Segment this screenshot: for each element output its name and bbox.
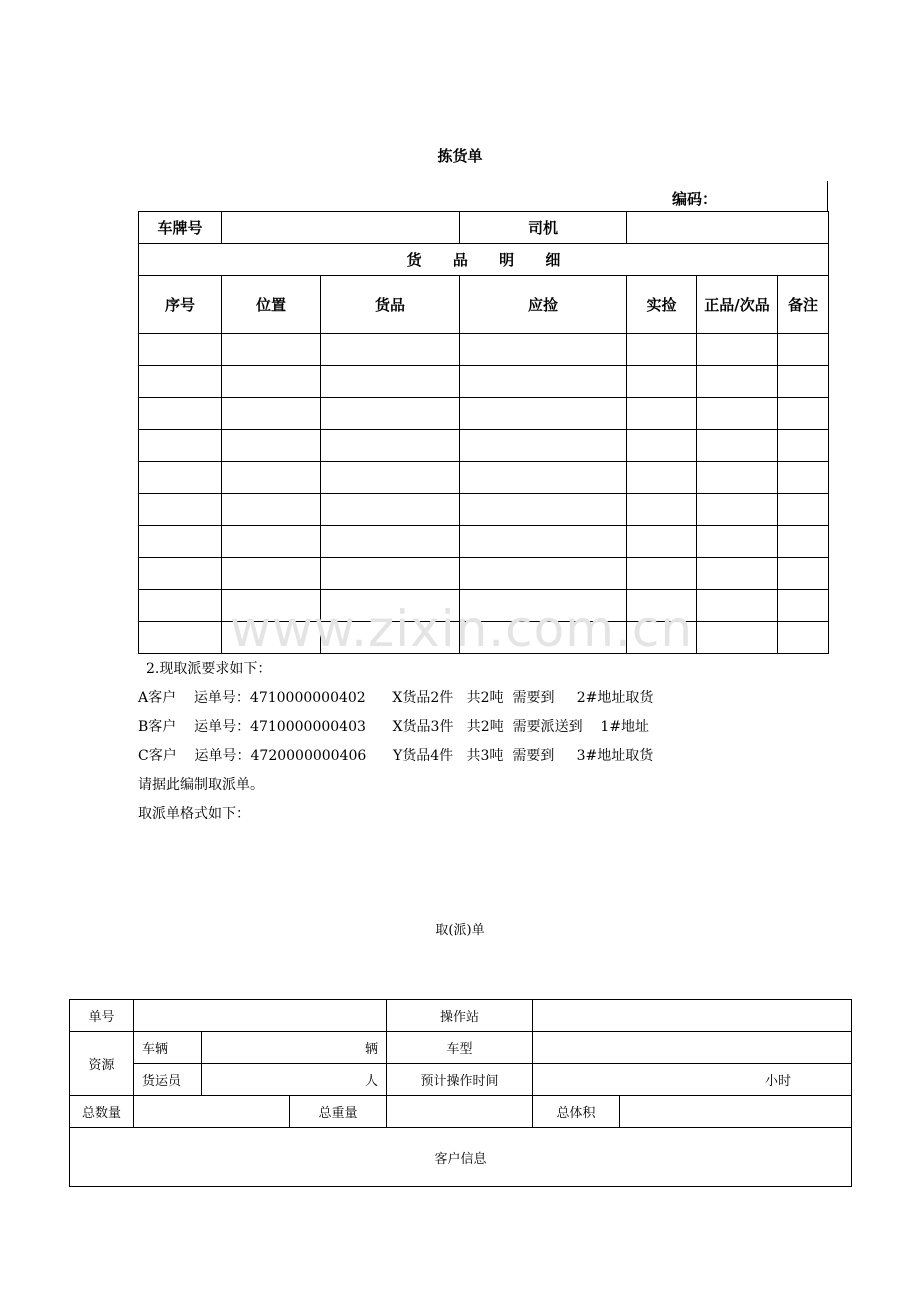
- cell[interactable]: [139, 526, 222, 558]
- cell[interactable]: [321, 622, 460, 654]
- customer-info-label: 客户信息: [70, 1128, 852, 1187]
- cell[interactable]: [222, 366, 321, 398]
- header-location: 位置: [222, 276, 321, 334]
- cell[interactable]: [627, 398, 697, 430]
- cell[interactable]: [321, 558, 460, 590]
- est-time-cell[interactable]: 小时: [533, 1064, 852, 1096]
- station-label: 操作站: [387, 1000, 533, 1032]
- pick-form-title: 拣货单: [437, 147, 483, 165]
- cell[interactable]: [139, 430, 222, 462]
- table-row: [139, 622, 829, 654]
- cell[interactable]: [222, 398, 321, 430]
- cell[interactable]: [778, 590, 829, 622]
- cell[interactable]: [321, 590, 460, 622]
- driver-cell[interactable]: [627, 212, 829, 244]
- est-time-label: 预计操作时间: [387, 1064, 533, 1096]
- cell[interactable]: [627, 494, 697, 526]
- section-title: [139, 244, 829, 276]
- header-goods: 货品: [321, 276, 460, 334]
- cell[interactable]: [222, 558, 321, 590]
- total-volume-label: 总体积: [533, 1096, 620, 1128]
- code-label: 编码：: [672, 190, 718, 208]
- cell[interactable]: [697, 590, 778, 622]
- cell[interactable]: [139, 558, 222, 590]
- cell[interactable]: [139, 590, 222, 622]
- requirements-intro: 2.现取派要求如下：: [146, 661, 272, 677]
- cell[interactable]: [460, 366, 627, 398]
- cell[interactable]: [222, 430, 321, 462]
- header-divider: [827, 181, 828, 212]
- resource-label: 资源: [70, 1032, 134, 1096]
- cell[interactable]: [460, 430, 627, 462]
- plate-label: 车牌号: [139, 212, 222, 244]
- cell[interactable]: [778, 366, 829, 398]
- cell[interactable]: [139, 462, 222, 494]
- cell[interactable]: [139, 366, 222, 398]
- order-no-cell[interactable]: [134, 1000, 387, 1032]
- cell[interactable]: [139, 334, 222, 366]
- cell[interactable]: [139, 398, 222, 430]
- table-row: [139, 494, 829, 526]
- dispatch-form-title: 取(派)单: [435, 923, 485, 938]
- cell[interactable]: [627, 334, 697, 366]
- cell[interactable]: [697, 398, 778, 430]
- courier-label: 货运员: [134, 1064, 202, 1096]
- vehicle-label: 车辆: [134, 1032, 202, 1064]
- cell[interactable]: [460, 334, 627, 366]
- dispatch-table: [69, 999, 852, 1187]
- cell[interactable]: [697, 526, 778, 558]
- plate-cell[interactable]: [222, 212, 460, 244]
- cell[interactable]: [627, 558, 697, 590]
- cell[interactable]: [222, 590, 321, 622]
- cell[interactable]: [222, 526, 321, 558]
- instruction-text: 请据此编制取派单。: [138, 777, 264, 793]
- cell[interactable]: [697, 430, 778, 462]
- cell[interactable]: [778, 462, 829, 494]
- vehicle-type-cell[interactable]: [533, 1032, 852, 1064]
- requirement-line-b: B客户 运单号：4710000000403 X货品3件 共2吨 需要派送到 1#地址: [138, 719, 650, 735]
- table-row: [139, 366, 829, 398]
- table-row: [139, 430, 829, 462]
- cell[interactable]: [778, 494, 829, 526]
- cell[interactable]: [460, 590, 627, 622]
- cell[interactable]: [697, 494, 778, 526]
- requirement-line-c: C客户 运单号：4720000000406 Y货品4件 共3吨 需要到 3#地址取货: [138, 748, 654, 764]
- cell[interactable]: [778, 622, 829, 654]
- header-expected: 应捡: [460, 276, 627, 334]
- cell[interactable]: [460, 398, 627, 430]
- cell[interactable]: [321, 334, 460, 366]
- order-no-label: 单号: [70, 1000, 134, 1032]
- table-row: [139, 462, 829, 494]
- cell[interactable]: [460, 526, 627, 558]
- table-row: [139, 398, 829, 430]
- total-weight-label: 总重量: [290, 1096, 387, 1128]
- cell[interactable]: [697, 462, 778, 494]
- cell[interactable]: [778, 398, 829, 430]
- table-row: [139, 334, 829, 366]
- cell[interactable]: [627, 462, 697, 494]
- cell[interactable]: [460, 462, 627, 494]
- cell[interactable]: [139, 494, 222, 526]
- section-title-text: 货 品 明 细: [406, 251, 561, 269]
- cell[interactable]: [778, 558, 829, 590]
- vehicle-cell[interactable]: 辆: [202, 1032, 387, 1064]
- header-remark: 备注: [778, 276, 829, 334]
- cell[interactable]: [778, 334, 829, 366]
- cell[interactable]: [321, 366, 460, 398]
- cell[interactable]: [460, 558, 627, 590]
- cell[interactable]: [321, 526, 460, 558]
- driver-label: 司机: [460, 212, 627, 244]
- total-volume-cell[interactable]: [620, 1096, 852, 1128]
- cell[interactable]: [460, 494, 627, 526]
- table-row: [139, 590, 829, 622]
- cell[interactable]: [697, 366, 778, 398]
- cell[interactable]: [697, 622, 778, 654]
- total-qty-cell[interactable]: [134, 1096, 290, 1128]
- cell[interactable]: [627, 622, 697, 654]
- vehicle-type-label: 车型: [387, 1032, 533, 1064]
- cell[interactable]: [222, 334, 321, 366]
- cell[interactable]: [321, 494, 460, 526]
- total-weight-cell[interactable]: [387, 1096, 533, 1128]
- format-label: 取派单格式如下：: [138, 806, 250, 822]
- station-cell[interactable]: [533, 1000, 852, 1032]
- total-qty-label: 总数量: [70, 1096, 134, 1128]
- header-index: 序号: [139, 276, 222, 334]
- cell[interactable]: [321, 430, 460, 462]
- cell[interactable]: [222, 622, 321, 654]
- cell[interactable]: [778, 526, 829, 558]
- cell[interactable]: [778, 430, 829, 462]
- cell[interactable]: [460, 622, 627, 654]
- cell[interactable]: [697, 334, 778, 366]
- cell[interactable]: [697, 558, 778, 590]
- pick-list-table: [138, 211, 829, 654]
- cell[interactable]: [627, 526, 697, 558]
- cell[interactable]: [139, 622, 222, 654]
- cell[interactable]: [222, 462, 321, 494]
- cell[interactable]: [627, 590, 697, 622]
- header-actual: 实捡: [627, 276, 697, 334]
- courier-cell[interactable]: 人: [202, 1064, 387, 1096]
- cell[interactable]: [321, 398, 460, 430]
- header-quality: 正品/次品: [697, 276, 778, 334]
- watermark: www.zixin.com.cn: [230, 600, 694, 658]
- requirement-line-a: A客户 运单号：4710000000402 X货品2件 共2吨 需要到 2#地址取货: [138, 690, 654, 706]
- table-row: [139, 558, 829, 590]
- cell[interactable]: [222, 494, 321, 526]
- cell[interactable]: [627, 430, 697, 462]
- cell[interactable]: [321, 462, 460, 494]
- table-row: [139, 526, 829, 558]
- cell[interactable]: [627, 366, 697, 398]
